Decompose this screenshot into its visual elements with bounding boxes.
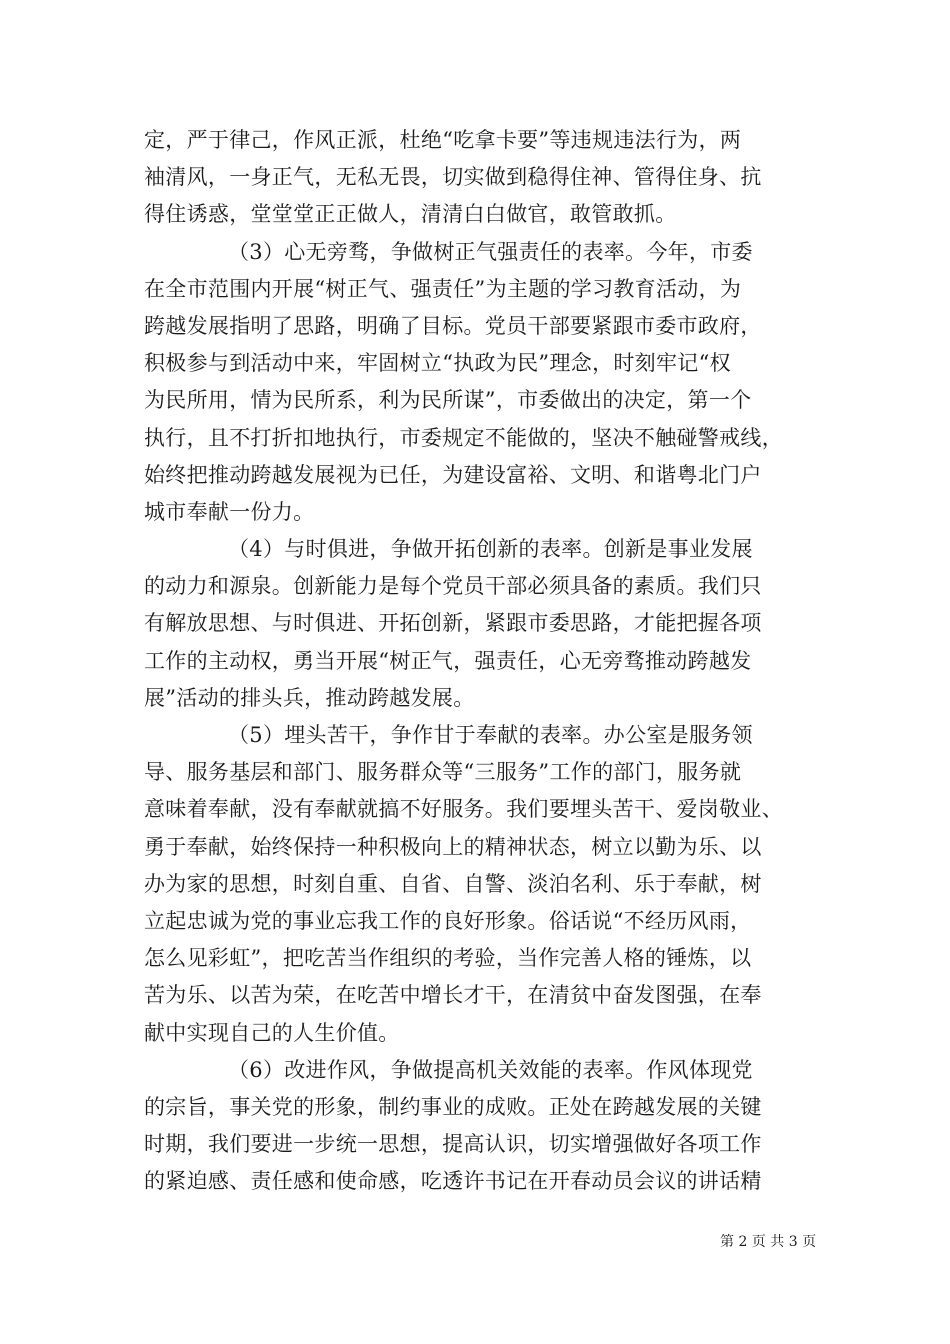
- text-line: 定，严于律己，作风正派，杜绝“吃拿卡要”等违规违法行为，两: [144, 128, 742, 152]
- paragraph-first-line: （3）心无旁骛，争做树正气强责任的表率。今年，市委: [228, 239, 753, 264]
- text-line: 跨越发展指明了思路，明确了目标。党员干部要紧跟市委市政府，: [144, 313, 762, 338]
- text-line: 时期，我们要进一步统一思想，提高认识，切实增强做好各项工作: [144, 1132, 762, 1157]
- text-line: 苦为乐、以苦为荣，在吃苦中增长才干，在清贫中奋发图强，在奉: [144, 983, 762, 1008]
- text-line: 城市奉献一份力。: [144, 499, 315, 524]
- text-line: 工作的主动权，勇当开展“树正气，强责任，心无旁骛推动跨越发: [144, 648, 752, 673]
- text-line: 为民所用，情为民所系，利为民所谋”，市委做出的决定，第一个: [144, 388, 752, 413]
- text-line: 始终把推动跨越发展视为已任，为建设富裕、文明、和谐粤北门户: [144, 462, 762, 487]
- page-number-footer: 第 2 页 共 3 页: [720, 1234, 817, 1250]
- text-line: 导、服务基层和部门、服务群众等“三服务”工作的部门，服务就: [144, 760, 742, 785]
- text-line: 积极参与到活动中来，牢固树立“执政为民”理念，时刻牢记“权: [144, 351, 731, 376]
- paragraph-first-line: （5）埋头苦干，争作甘于奉献的表率。办公室是服务领: [228, 723, 753, 747]
- text-line: 意味着奉献，没有奉献就搞不好服务。我们要埋头苦干、爱岗敬业、: [144, 797, 783, 822]
- document-body: [144, 122, 809, 1200]
- text-line: 勇于奉献，始终保持一种积极向上的精神状态，树立以勤为乐、以: [144, 834, 762, 859]
- text-line: 执行，且不打折扣地执行，市委规定不能做的，坚决不触碰警戒线，: [144, 425, 783, 450]
- text-line: 在全市范围内开展“树正气、强责任”为主题的学习教育活动，为: [144, 276, 742, 301]
- text-line: 立起忠诚为党的事业忘我工作的良好形象。俗话说“不经历风雨，: [144, 908, 752, 933]
- paragraph-first-line: （4）与时俱进，争做开拓创新的表率。创新是事业发展: [228, 537, 753, 562]
- text-line: 的紧迫感、责任感和使命感，吃透许书记在开春动员会议的讲话精: [144, 1169, 762, 1194]
- text-line: 怎么见彩虹”，把吃苦当作组织的考验，当作完善人格的锤炼，以: [144, 946, 752, 971]
- text-line: 展”活动的排头兵，推动跨越发展。: [144, 685, 475, 710]
- paragraph-first-line: （6）改进作风，争做提高机关效能的表率。作风体现党: [228, 1057, 753, 1082]
- text-line: 得住诱惑，堂堂堂正正做人，清清白白做官，敢管敢抓。: [144, 202, 677, 227]
- text-line: 献中实现自己的人生价值。: [144, 1020, 400, 1045]
- text-line: 办为家的思想，时刻自重、自省、自警、淡泊名利、乐于奉献，树: [144, 871, 762, 896]
- text-line: 袖清风，一身正气，无私无畏，切实做到稳得住神、管得住身、抗: [144, 165, 762, 190]
- text-line: 有解放思想、与时俱进、开拓创新，紧跟市委思路，才能把握各项: [144, 611, 762, 636]
- text-line: 的宗旨，事关党的形象，制约事业的成败。正处在跨越发展的关键: [144, 1094, 762, 1119]
- text-line: 的动力和源泉。创新能力是每个党员干部必须具备的素质。我们只: [144, 574, 762, 599]
